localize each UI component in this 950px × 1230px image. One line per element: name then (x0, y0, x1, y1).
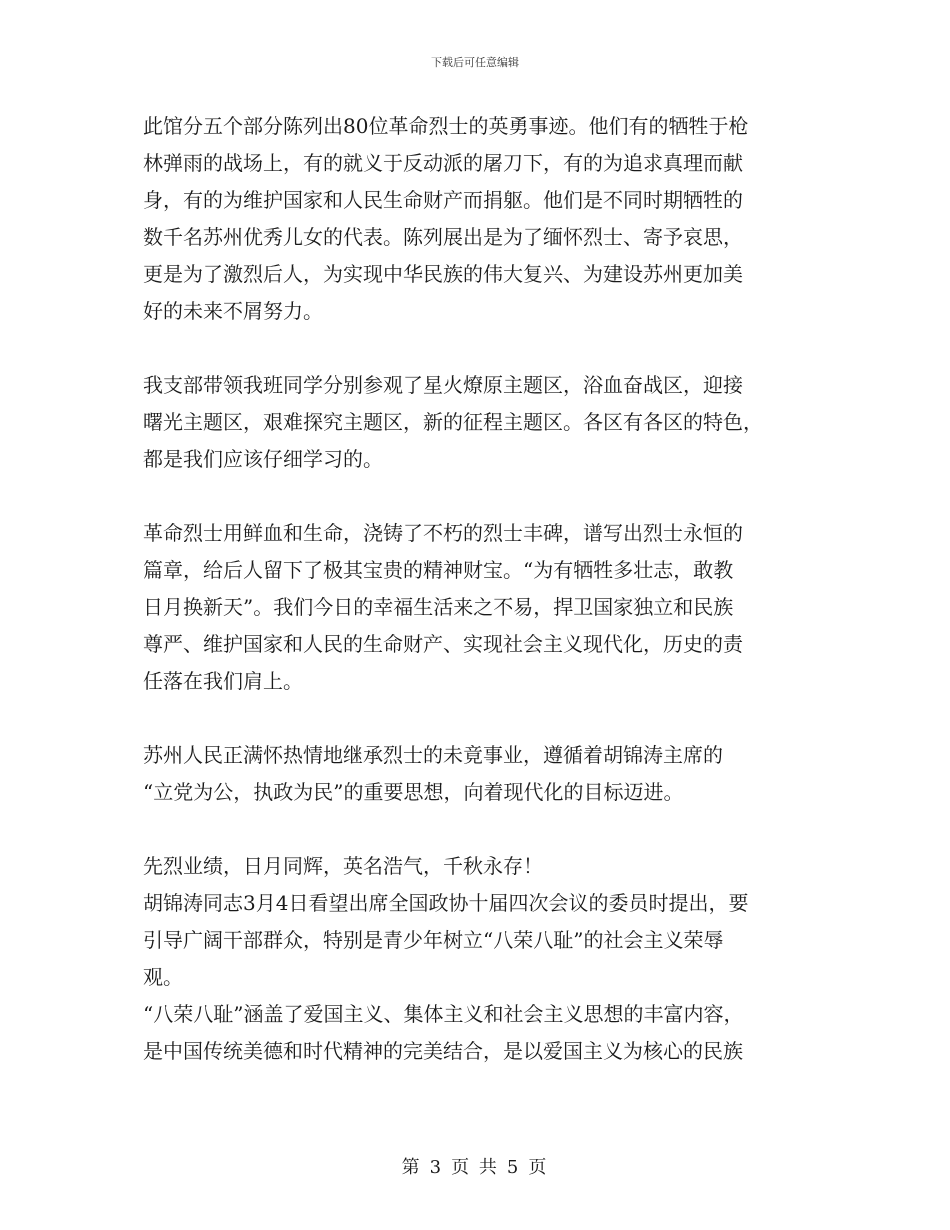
page-number-footer (0, 1153, 950, 1179)
paragraph-exhibition: 此馆分五个部分陈列出80位革命烈士的英勇事迹。他们有的牺牲于枪 林弹雨的战场上，有的就义于反动派的屠刀下，有的为追求真理而献 身，有的为维护国家和人民生命财产而捐躯。他们是不同时期牺牲的 数千名苏州优秀儿女的代表。陈列展出是为了缅怀烈士、寄予哀思， 更是为了激烈后人，为实现中华民族的伟大复兴、为建设苏州更加美 好的未来不屑努力。 (143, 114, 749, 323)
paragraph-slogan: 先烈业绩，日月同辉，英名浩气，千秋永存！ (143, 854, 543, 878)
paragraph-hu-speech: 胡锦涛同志3月4日看望出席全国政协十届四次会议的委员时提出，要 引导广阔干部群众，特别是青少年树立“八荣八耻”的社会主义荣辱 观。 (143, 891, 749, 989)
paragraph-visit: 我支部带领我班同学分别参观了星火燎原主题区，浴血奋战区，迎接 曙光主题区，艰难探究主题区，新的征程主题区。各区有各区的特色， 都是我们应该仔细学习的。 (143, 373, 763, 471)
footer-total-pages: 5 (506, 1157, 521, 1178)
paragraph-eight-honors: “八荣八耻”涵盖了爱国主义、集体主义和社会主义思想的丰富内容， 是中国传统美德和时代精神的完美结合，是以爱国主义为核心的民族 (143, 1002, 744, 1063)
paragraph-suzhou: 苏州人民正满怀热情地继承烈士的未竟事业，遵循着胡锦涛主席的 “立党为公，执政为民”的重要思想，向着现代化的目标迈进。 (143, 743, 723, 804)
footer-prefix: 第 (401, 1157, 422, 1178)
paragraph-martyrs: 革命烈士用鲜血和生命，浇铸了不朽的烈士丰碑，谱写出烈士永恒的 篇章，给后人留下了极其宝贵的精神财宝。“为有牺牲多壮志，敢教 日月换新天”。我们今日的幸福生活来之不易，捍卫国家独立和民族 尊严、维护国家和人民的生命财产、实现社会主义现代化，历史的责 任落在我们肩上。 (143, 521, 743, 693)
footer-current-page: 3 (429, 1157, 444, 1178)
document-body (143, 108, 811, 1070)
footer-middle: 页 共 (451, 1157, 499, 1178)
footer-suffix: 页 (528, 1157, 549, 1178)
page-header-note: 下载后可任意编辑 (431, 56, 519, 69)
